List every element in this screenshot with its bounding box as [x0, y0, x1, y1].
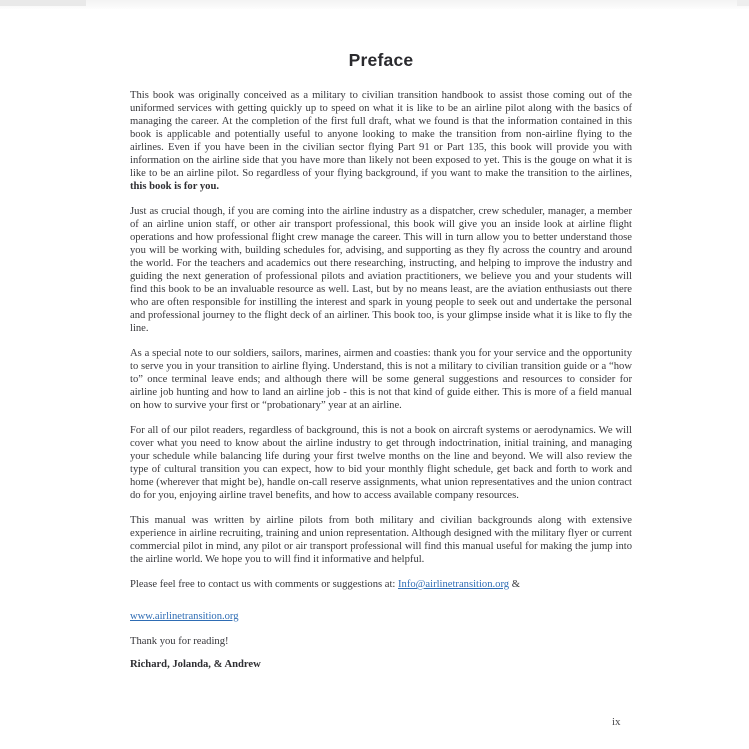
- page-title: Preface: [348, 50, 414, 70]
- paragraph-intro: [130, 89, 632, 193]
- website-line: [130, 610, 632, 623]
- contact-suffix: &: [509, 579, 520, 590]
- website-link[interactable]: www.airlinetransition.org: [130, 611, 239, 622]
- paragraph-pilot-readers: For all of our pilot readers, regardless of background, this is not a book on aircraft systems or aerodynamics. We will cover what you need to know about the airline industry to get through indoctrination, initial training, and managing your schedule while balancing life during your first twelve months on the line and beyond. We will also review the type of cultural transition you can expect, how to bid your monthly flight schedule, get back and forth to work and home (wherever that might be), handle on-call reserve assignments, what union representatives and the union contract do for you, enjoying airline travel benefits, and how to access available company resources.: [130, 425, 632, 501]
- page-sheet: [130, 8, 632, 671]
- page-top-edge-right-shadow: [737, 0, 749, 6]
- contact-line: [130, 578, 632, 591]
- bold-phrase: this book is for you.: [130, 181, 219, 192]
- paragraph-intro-text: This book was originally conceived as a military to civilian transition handbook to assist those coming out of the uniformed services with getting quickly up to speed on what it is like to be an airline pilot along with the basics of managing the career. At the completion of the first full draft, what we found is that the information contained in this book is applicable and potentially useful to anyone looking to make the transition from non-airline flying to the airlines. Even if you have been in the civilian sector flying Part 91 or Part 135, this book will provide you with information on the airline side that you have more than likely not been exposed to yet. This is the gouge on what it is like to be an airline pilot. So regardless of your flying background, if you want to make the transition to the airlines,: [130, 90, 632, 179]
- email-link[interactable]: Info@airlinetransition.org: [398, 579, 510, 590]
- paragraph-military-note: As a special note to our soldiers, sailors, marines, airmen and coasties: thank you for your service and the opportunity to serve you in your transition to airline flying. Understand, this is not a military to civilian transition guide or a “how to” once terminal leave ends; and although there will be some general suggestions and resources to consider for airline job hunting and how to land an airline job - this is not that kind of guide either. This is more of a field manual on how to survive your first or “probationary” year at an airline.: [130, 348, 632, 411]
- paragraph-audience: Just as crucial though, if you are coming into the airline industry as a dispatcher, crew scheduler, manager, a member of an airline union staff, or other air transport professional, this book will give you an inside look at airline flight operations and how professional flight crew manage the career. This will in turn allow you to better understand those you will be working with, building schedules for, advising, and supporting as they fly across the country and around the world. For the teachers and academics out there researching, instructing, and helping to improve the industry and guiding the next generation of professional pilots and aviation practitioners, we believe you and your students will find this book to be an invaluable resource as well. Last, but by no means least, are the aviation enthusiasts out there who are often responsible for instilling the interest and spark in young people to seek out and undertake the personal and professional journey to the flight deck of an airliner. This book too, is your glimpse inside what it is like to fly the line.: [130, 206, 632, 334]
- closing-text: Thank you for reading!: [130, 636, 229, 647]
- page-number: ix: [612, 716, 621, 728]
- contact-prefix: Please feel free to contact us with comments or suggestions at:: [130, 579, 399, 590]
- page-top-edge-left-shadow: [0, 0, 86, 6]
- paragraph-authors-background: This manual was written by airline pilots from both military and civilian backgrounds along with extensive experience in airline recruiting, training and union representation. Although designed with the military flyer or current commercial pilot in mind, any pilot or air transport professional will find this manual useful for making the jump into the airline world. We hope you to will find it informative and helpful.: [130, 515, 632, 565]
- signature-text: Richard, Jolanda, & Andrew: [130, 659, 261, 670]
